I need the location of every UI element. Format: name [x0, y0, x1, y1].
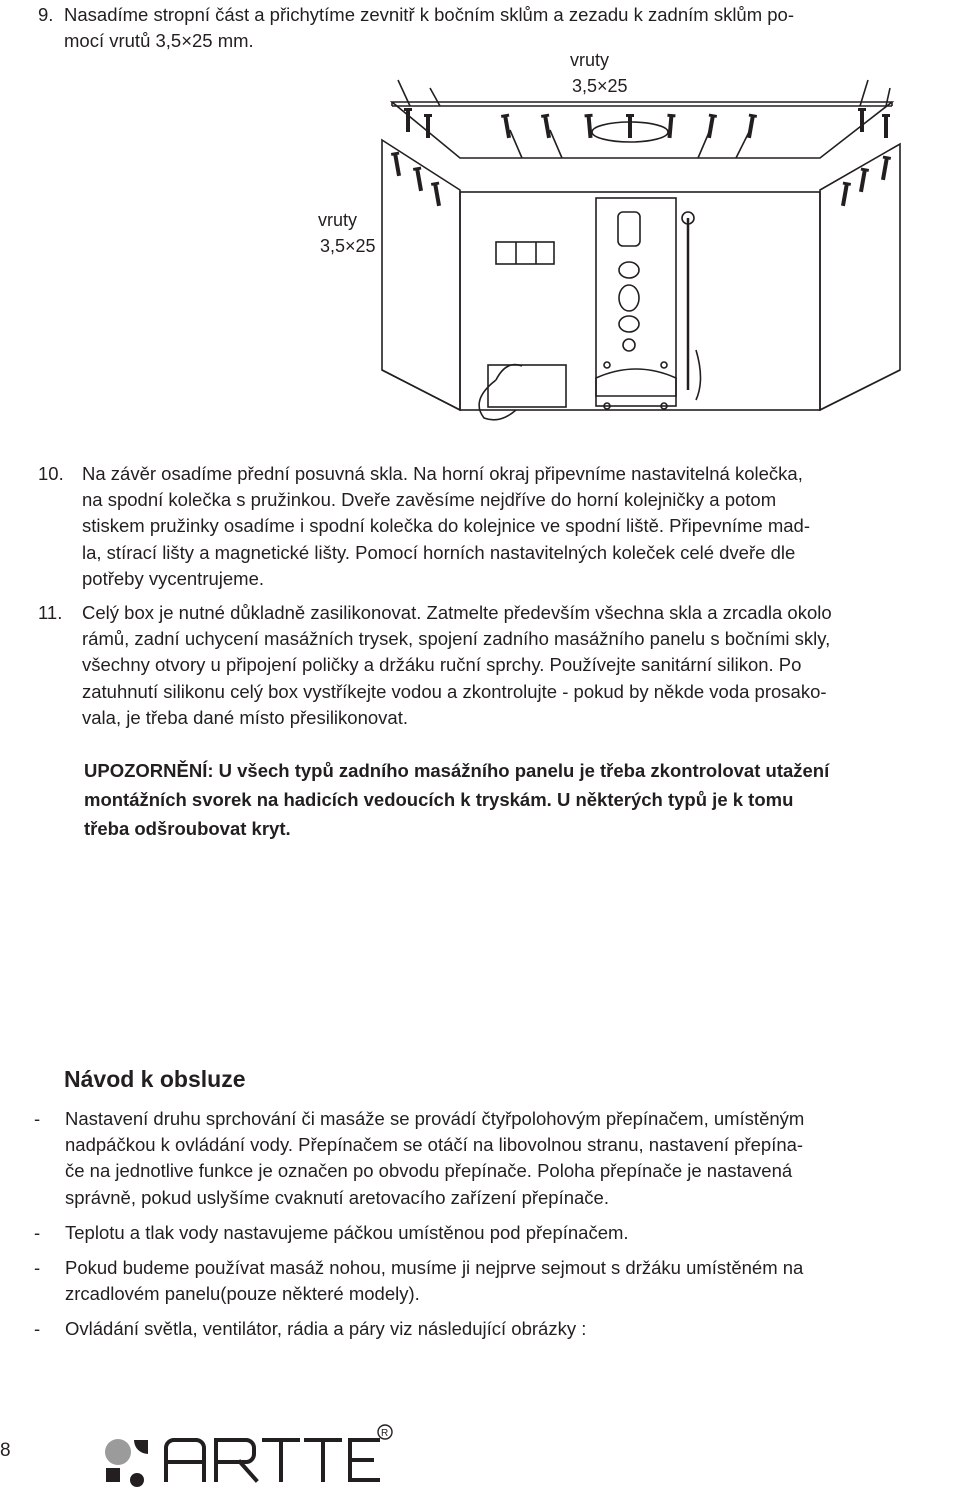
screw-icon [857, 168, 869, 193]
page-number: 8 [0, 1440, 11, 1461]
screw-icon [501, 114, 513, 139]
list-item [34, 1106, 934, 1211]
shower-box-assembly-diagram [300, 40, 940, 440]
step-10-number: 10. [38, 463, 64, 484]
screw-icon [391, 152, 403, 177]
step-10-line: potřeby vycentrujeme. [82, 567, 265, 589]
screw-icon [413, 167, 425, 192]
step-11 [38, 600, 938, 731]
list-item-line: zrcadlovém panelu(pouze některé modely). [65, 1283, 420, 1305]
step-10-line: Na závěr osadíme přední posuvná skla. Na horní okraj připevníme nastavitelná kolečka, [82, 463, 803, 484]
ceiling-panel [392, 102, 892, 158]
step-11-line: vala, je třeba dané místo přesilikonovat. [82, 706, 408, 728]
bullet-dash: - [34, 1257, 41, 1279]
list-item [34, 1316, 934, 1342]
step-11-line: zatuhnutí silikonu celý box vystříkejte vodou a zkontrolujte - pokud by někde voda prosako- [82, 680, 827, 702]
step-10-line: la, stírací lišty a magnetické lišty. Pomocí horních nastavitelných koleček celé dveře dle [82, 541, 796, 563]
bullet-dash: - [34, 1108, 41, 1129]
list-item-line: Pokud budeme používat masáž nohou, musíme ji nejprve sejmout s držáku umístěném na [65, 1257, 804, 1279]
screw-icon [404, 108, 412, 132]
step-10 [38, 461, 938, 592]
step-11-line: rámů, zadní uchycení masážních trysek, spojení zadního masážního panelu s bočními skly, [82, 628, 831, 650]
diagram-label-top-2: 3,5×25 [572, 76, 628, 96]
warning-note [84, 756, 960, 843]
warning-line: třeba odšroubovat kryt. [84, 818, 291, 839]
list-item-line: Teplotu a tlak vody nastavujeme páčkou umístěnou pod přepínačem. [65, 1221, 629, 1243]
warning-line: UPOZORNĚNÍ: U všech typů zadního masážního panelu je třeba zkontrolovat utažení [84, 760, 830, 781]
step-10-line: na spodní kolečka s pružinkou. Dveře zavěsíme nejdříve do horní kolejničky a potom [82, 489, 777, 511]
screw-icon [626, 114, 634, 138]
screw-icon [882, 114, 890, 138]
step-9-number: 9. [38, 4, 54, 25]
list-item [34, 1220, 934, 1246]
step-11-number: 11. [38, 602, 63, 623]
step-10-line: stiskem pružinky osadíme i spodní kolečka do kolejnice ve spodní liště. Připevníme mad- [82, 515, 811, 537]
step-9-line-2: mocí vrutů 3,5×25 mm. [64, 30, 254, 52]
bullet-dash: - [34, 1318, 41, 1340]
control-box [488, 365, 566, 407]
right-side-panel [820, 144, 900, 410]
diagram-label-left-1: vruty [318, 210, 358, 230]
step-11-line: všechny otvory u připojení poličky a držáku ruční sprchy. Používejte sanitární silikon. Po [82, 654, 802, 676]
bullet-dash: - [34, 1221, 41, 1243]
list-item-line: Ovládání světla, ventilátor, rádia a páry viz následující obrázky : [65, 1318, 587, 1340]
list-item-line: nadpáčkou k ovládání vody. Přepínačem se otáčí na libovolnou stranu, nastavení přepína- [65, 1134, 804, 1156]
screw-icon [431, 182, 443, 207]
step-9-line-1: Nasadíme stropní část a přichytíme zevnitř k bočním sklům a zezadu k zadním sklům po- [64, 4, 795, 25]
screw-icon [879, 156, 891, 181]
list-item-line: správně, pokud uslyšíme cvaknutí aretovacího zařízení přepínače. [65, 1186, 609, 1208]
screw-icon [541, 114, 553, 139]
artec-logo [100, 1418, 400, 1498]
screw-icon [839, 182, 851, 207]
diagram-label-left-2: 3,5×25 [320, 236, 376, 256]
list-item-line: če na jednotlive funkce je označen po obvodu přepínače. Poloha přepínače je nastavená [65, 1160, 793, 1182]
step-11-line: Celý box je nutné důkladně zasilikonovat. Zatmelte především všechna skla a zrcadla okolo [82, 602, 832, 623]
section-title: Návod k obsluze [64, 1066, 246, 1092]
instructions-list [34, 1106, 934, 1352]
list-item-line: Nastavení druhu sprchování či masáže se provádí čtyřpolohovým přepínačem, umístěným [65, 1108, 805, 1129]
list-item [34, 1255, 934, 1307]
registered-mark: R [381, 1428, 389, 1439]
logo-text: ARTEC [166, 1494, 170, 1495]
shelf [496, 242, 554, 264]
diagram-label-top-1: vruty [570, 50, 610, 70]
screw-icon [705, 114, 717, 139]
massage-column [596, 198, 676, 406]
warning-line: montážních svorek na hadicích vedoucích k tryskám. U některých typů je k tomu [84, 789, 794, 810]
